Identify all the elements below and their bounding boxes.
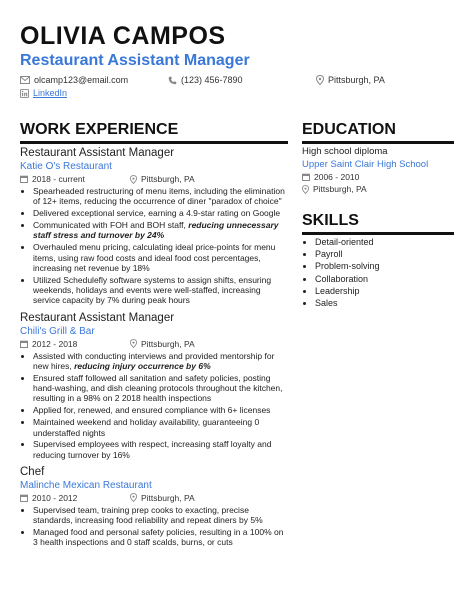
skill-item: • Leadership	[315, 285, 454, 297]
skill-item: • Sales	[315, 297, 454, 309]
education-dates: 2006 - 2010	[302, 171, 454, 183]
job-dates: 2010 - 2012	[20, 492, 130, 504]
job-bullet: • Supervised employees with respect, increasing staff loyalty and reducing turnover by 16%	[33, 439, 288, 460]
contact-email	[20, 72, 128, 88]
education-degree: High school diploma	[302, 146, 388, 157]
skill-item: • Collaboration	[315, 273, 454, 285]
job-bullet: • Delivered exceptional service, earning a 4.9-star rating on Google	[33, 208, 288, 218]
location-pin-icon	[316, 75, 324, 85]
phone-icon	[168, 76, 177, 85]
education-heading: EDUCATION	[302, 121, 396, 138]
skills-rule	[302, 232, 454, 235]
calendar-icon	[302, 173, 310, 181]
candidate-title: Restaurant Assistant Manager	[20, 52, 250, 69]
job-location: Pittsburgh, PA	[130, 338, 195, 350]
job-bullet: • Supervised team, training prep cooks to exacting, precise standards, increasing food reliability and repeat diners by 5%	[33, 505, 288, 526]
contact-linkedin[interactable]	[20, 88, 67, 98]
location-pin-icon	[130, 175, 137, 184]
skill-item: • Payroll	[315, 248, 454, 260]
job-dates: 2018 - current	[20, 173, 130, 185]
job-entry	[20, 465, 288, 548]
envelope-icon	[20, 76, 30, 84]
job-bullet: • Assisted with conducting interviews and provided mentorship for new hires, reducing injury occurrence by 6%	[33, 351, 288, 372]
job-bullets	[20, 351, 288, 460]
location-pin-icon	[130, 339, 137, 348]
skills-section	[302, 236, 454, 309]
job-company: Malinche Mexican Restaurant	[20, 479, 152, 491]
education-location: Pittsburgh, PA	[302, 183, 454, 195]
job-meta	[20, 492, 288, 504]
job-company: Katie O's Restaurant	[20, 161, 112, 172]
candidate-name: OLIVIA CAMPOS	[20, 22, 226, 50]
job-bullet: • Overhauled menu pricing, calculating ideal price-points for menu items, using raw food costs and ideal food cost percentages, increasing net revenue by 18%	[33, 242, 288, 273]
calendar-icon	[20, 494, 28, 502]
linkedin-icon	[20, 89, 29, 98]
job-bullet: • Applied for, renewed, and ensured compliance with 6+ licenses	[33, 405, 288, 415]
skills-heading: SKILLS	[302, 212, 359, 229]
job-bullet: • Utilized Schedulefly software systems to assign shifts, ensuring weekends, holidays and events were well-staffed, increasing service capacity by 7% during peak hours	[33, 275, 288, 306]
location-pin-icon	[302, 185, 309, 194]
job-location: Pittsburgh, PA	[130, 173, 195, 185]
job-title: Chef	[20, 465, 45, 478]
email-text: olcamp123@email.com	[34, 75, 129, 85]
job-meta	[20, 173, 288, 185]
job-bullet: • Managed food and personal safety policies, resulting in a 100% on 3 health inspections and 0 staff scalds, burns, or cuts	[33, 527, 288, 548]
job-bullets	[20, 505, 288, 548]
job-bullet: • Communicated with FOH and BOH staff, reducing unnecessary staff stress and turnover by 24%	[33, 220, 288, 241]
skills-list	[302, 236, 454, 309]
job-entry	[20, 146, 288, 306]
job-company: Chili's Grill & Bar	[20, 325, 95, 337]
job-bullet: • Ensured staff followed all sanitation and safety policies, posting hand-washing, and dish cleaning protocols throughout the kitchen, resulting in a 98% on 2 2018 health inspections	[33, 373, 288, 404]
job-title: Restaurant Assistant Manager	[20, 311, 175, 324]
job-dates: 2012 - 2018	[20, 338, 130, 350]
job-entry	[20, 311, 288, 460]
linkedin-link[interactable]: LinkedIn	[33, 88, 68, 98]
job-bullets	[20, 186, 288, 306]
job-bullet: • Maintained weekend and holiday availability, guaranteeing 0 understaffed nights	[33, 417, 288, 438]
calendar-icon	[20, 175, 28, 183]
work-experience-heading: WORK EXPERIENCE	[20, 121, 179, 138]
contact-location	[316, 72, 385, 88]
skill-item: • Detail-oriented	[315, 236, 454, 248]
education-rule	[302, 141, 454, 144]
contact-phone	[168, 72, 243, 88]
job-title: Restaurant Assistant Manager	[20, 147, 175, 159]
education-school: Upper Saint Clair High School	[302, 159, 429, 170]
phone-text: (123) 456-7890	[181, 75, 243, 85]
work-experience-rule	[20, 141, 288, 144]
job-meta	[20, 338, 288, 350]
calendar-icon	[20, 340, 28, 348]
education-section	[302, 146, 454, 195]
work-experience-section	[20, 146, 288, 553]
location-pin-icon	[130, 493, 137, 502]
location-text: Pittsburgh, PA	[328, 75, 385, 85]
job-location: Pittsburgh, PA	[130, 492, 195, 504]
skill-item: • Problem-solving	[315, 260, 454, 272]
job-bullet: • Spearheaded restructuring of menu items, including the elimination of 12+ items, reducing the occurrence of diner "paradox of choice"	[33, 186, 288, 207]
